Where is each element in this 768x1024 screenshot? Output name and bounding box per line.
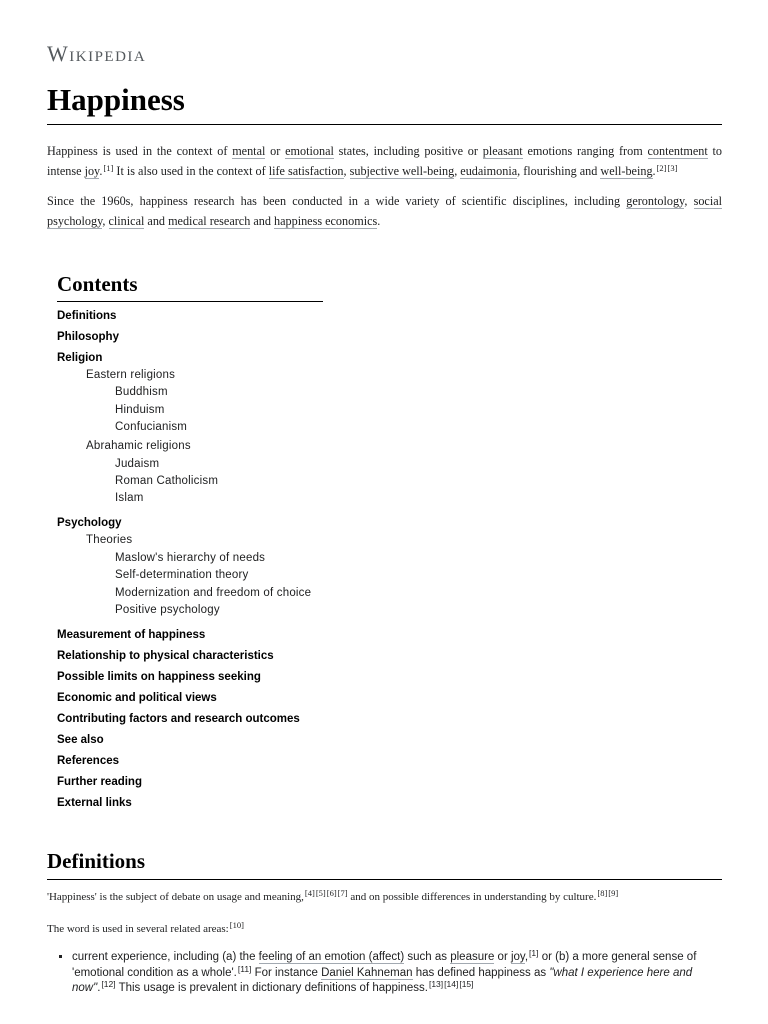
citation-8[interactable]: [8] — [597, 887, 608, 898]
citation-4[interactable]: [4] — [304, 887, 315, 898]
citation-12[interactable]: [12] — [101, 979, 116, 990]
intro-paragraph-1: Happiness is used in the context of mental or emotional states, including positive or pleasant emotions ranging from contentment to intense joy.[1] It is also used in the context of life satisfaction, subjective well-being, eudaimonia, flourishing and well-being.[2][3] — [47, 144, 723, 178]
toc-item-definitions[interactable]: Definitions — [57, 310, 117, 322]
toc-item-philosophy[interactable]: Philosophy — [57, 331, 119, 343]
link-clinical[interactable]: clinical — [108, 214, 145, 228]
citation-9[interactable]: [9] — [608, 887, 619, 898]
toc-item-self-determination[interactable]: Self-determination theory — [115, 569, 249, 582]
table-of-contents — [57, 271, 323, 811]
link-happiness-economics[interactable]: happiness economics — [274, 214, 378, 228]
link-feeling-of-an-emotion[interactable]: feeling of an emotion (affect) — [258, 950, 405, 963]
toc-item-theories[interactable]: Theories Maslow's hierarchy of needs Self-determination theory Modernization and freedom of choice Positive psychology — [86, 533, 323, 618]
toc-item-religion[interactable]: Religion Eastern religions Buddhism Hinduism Confucianism Abrahamic religions Judaism Roman Catholicism Islam — [57, 351, 323, 506]
toc-item-measurement[interactable]: Measurement of happiness — [57, 628, 206, 641]
toc-item-references[interactable]: References — [57, 754, 120, 767]
toc-item-contributing-factors[interactable]: Contributing factors and research outcomes — [57, 712, 300, 725]
toc-title: Contents — [57, 271, 323, 302]
link-medical-research[interactable]: medical research — [168, 214, 251, 228]
link-gerontology[interactable]: gerontology — [626, 194, 685, 208]
toc-item-further-reading[interactable]: Further reading — [57, 775, 142, 788]
toc-item-islam[interactable]: Islam — [115, 492, 144, 505]
toc-item-economic-political[interactable]: Economic and political views — [57, 691, 217, 704]
link-contentment[interactable]: contentment — [647, 144, 708, 158]
citation-11[interactable]: [11] — [237, 963, 252, 974]
link-eudaimonia[interactable]: eudaimonia — [460, 164, 518, 178]
toc-item-external-links[interactable]: External links — [57, 796, 132, 809]
toc-item-psychology[interactable]: Psychology Theories Maslow's hierarchy of needs Self-determination theory Modernization and freedom of choice Positive psychology — [57, 516, 323, 618]
toc-item-hinduism[interactable]: Hinduism — [115, 403, 165, 416]
toc-sublist-theories — [86, 551, 323, 618]
kahneman-quote: "what I experience here and now" — [72, 966, 693, 995]
link-pleasant[interactable]: pleasant — [482, 144, 523, 158]
citation-7[interactable]: [7] — [337, 887, 348, 898]
toc-item-positive-psychology[interactable]: Positive psychology — [115, 603, 220, 616]
link-well-being[interactable]: well-being — [600, 164, 653, 178]
definitions-bullet-list — [47, 947, 722, 997]
toc-sublist-religion — [57, 368, 323, 506]
toc-item-abrahamic-religions[interactable]: Abrahamic religions Judaism Roman Catholicism Islam — [86, 439, 323, 506]
toc-item-judaism[interactable]: Judaism — [115, 457, 160, 470]
list-item: ▪ current experience, including (a) the feeling of an emotion (affect) such as pleasure or joy,[1] or (b) a more general sense of 'emotional condition as a whole'.[11] For instance Daniel Kahneman has defined happiness as "what I experience here and now".[12] This usage is prevalent in dictionary definitions of happiness.[13][14][15] — [72, 950, 722, 997]
toc-sublist-psychology — [57, 533, 323, 618]
toc-sublist-abrahamic — [86, 457, 323, 507]
page-title: Happiness — [47, 80, 722, 125]
link-social-psychology[interactable]: social psychology — [47, 194, 723, 228]
section-heading-definitions: Definitions — [47, 847, 722, 880]
citation-1b[interactable]: [1] — [529, 947, 539, 958]
toc-item-maslow[interactable]: Maslow's hierarchy of needs — [115, 551, 266, 564]
link-emotional[interactable]: emotional — [285, 144, 334, 158]
toc-item-limits[interactable]: Possible limits on happiness seeking — [57, 670, 261, 683]
definitions-paragraph-1: 'Happiness' is the subject of debate on usage and meaning,[4][5][6][7] and on possible differences in understanding by culture.[8][9] — [47, 887, 619, 903]
link-life-satisfaction[interactable]: life satisfaction — [268, 164, 344, 178]
citation-2[interactable]: [2] — [656, 163, 667, 173]
citation-3[interactable]: [3] — [667, 163, 678, 173]
definitions-paragraph-2: The word is used in several related areas:[10] — [47, 919, 244, 935]
article-page — [47, 40, 722, 997]
toc-item-modernization[interactable]: Modernization and freedom of choice — [115, 586, 312, 599]
citation-13[interactable]: [13] — [428, 979, 444, 990]
toc-item-roman-catholicism[interactable]: Roman Catholicism — [115, 474, 219, 487]
toc-list — [57, 309, 323, 811]
link-mental[interactable]: mental — [232, 144, 266, 158]
toc-item-confucianism[interactable]: Confucianism — [115, 421, 188, 434]
toc-item-eastern-religions[interactable]: Eastern religions Buddhism Hinduism Confucianism — [86, 368, 323, 435]
wikipedia-logo[interactable]: Wikipedia — [47, 41, 147, 66]
citation-5[interactable]: [5] — [315, 887, 326, 898]
link-subjective-well-being[interactable]: subjective well-being — [349, 164, 455, 178]
intro-paragraph-2: Since the 1960s, happiness research has been conducted in a wide variety of scientific disciplines, including gerontology, social psychology, clinical and medical research and happiness economics. — [47, 194, 723, 228]
citation-15[interactable]: [15] — [459, 979, 474, 990]
toc-item-physical-characteristics[interactable]: Relationship to physical characteristics — [57, 649, 274, 662]
link-joy-2[interactable]: joy — [510, 950, 525, 963]
citation-1[interactable]: [1] — [103, 163, 114, 173]
toc-item-buddhism[interactable]: Buddhism — [115, 386, 168, 399]
citation-6[interactable]: [6] — [326, 887, 337, 898]
link-pleasure[interactable]: pleasure — [450, 950, 495, 963]
link-daniel-kahneman[interactable]: Daniel Kahneman — [321, 966, 413, 979]
toc-sublist-eastern — [86, 385, 323, 435]
link-joy[interactable]: joy — [84, 164, 100, 178]
citation-10[interactable]: [10] — [229, 919, 244, 930]
toc-item-see-also[interactable]: See also — [57, 733, 104, 746]
citation-14[interactable]: [14] — [444, 979, 459, 990]
